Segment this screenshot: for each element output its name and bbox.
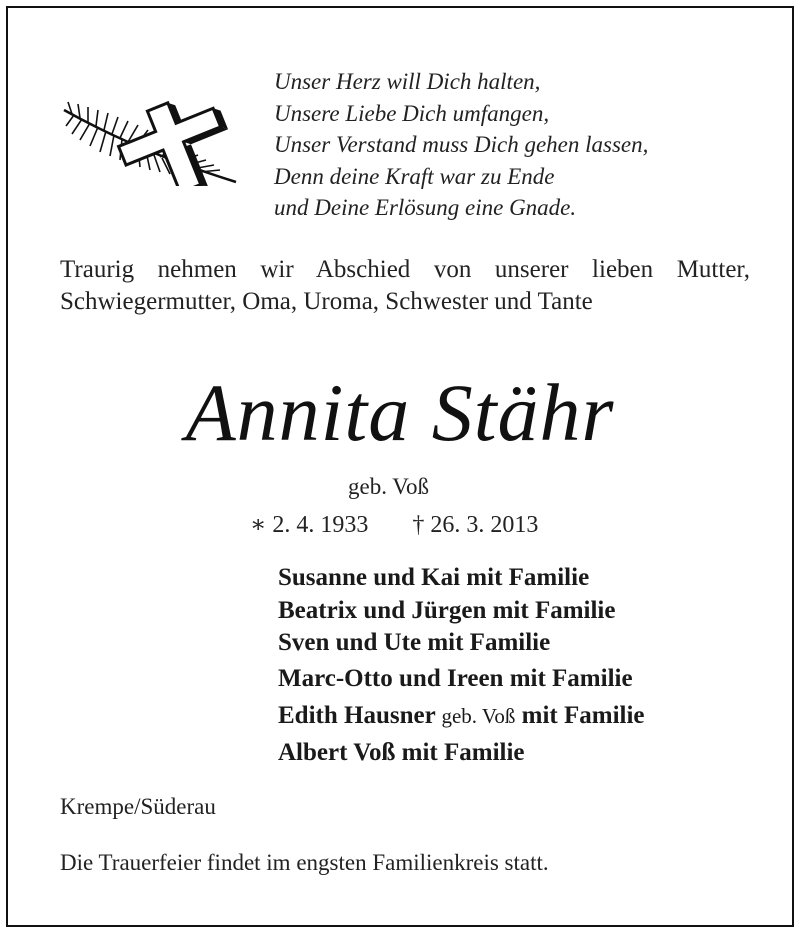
deceased-name: Annita Stähr	[185, 367, 615, 458]
birth-symbol: ∗	[250, 512, 267, 538]
mourner-maiden-name: geb. Voß	[441, 703, 516, 728]
death-date: 26. 3. 2013	[430, 512, 539, 538]
mourner-line	[278, 697, 645, 734]
life-dates	[250, 510, 538, 539]
cross-with-palm-frond-icon	[60, 100, 242, 186]
poem-line: Denn deine Kraft war zu Ende	[274, 163, 555, 189]
mourners-list	[278, 562, 645, 771]
mourner-line: Albert Voß mit Familie	[278, 738, 525, 766]
obituary-notice	[6, 6, 794, 927]
mourner-suffix: mit Familie	[521, 701, 645, 729]
mourner-line: Susanne und Kai mit Familie	[278, 564, 590, 591]
poem-line: Unsere Liebe Dich umfangen,	[274, 100, 550, 126]
poem-line: und Deine Erlösung eine Gnade.	[274, 195, 577, 220]
death-symbol: †	[412, 512, 425, 538]
mourner-line: Marc-Otto und Ireen mit Familie	[278, 664, 633, 692]
mourner-name: Edith Hausner	[278, 701, 436, 729]
place: Krempe/Süderau	[60, 794, 216, 819]
poem-line: Unser Herz will Dich halten,	[274, 69, 541, 94]
funeral-note: Die Trauerfeier findet im engsten Familienkreis statt.	[60, 850, 549, 875]
mourner-line: Sven und Ute mit Familie	[278, 629, 551, 656]
maiden-name: geb. Voß	[348, 474, 429, 499]
poem-line: Unser Verstand muss Dich gehen lassen,	[274, 132, 649, 157]
poem	[274, 66, 774, 224]
intro-text: Traurig nehmen wir Abschied von unserer lieben Mutter, Schwiegermutter, Oma, Uroma, Schwester und Tante	[60, 256, 750, 315]
birth-date: 2. 4. 1933	[272, 512, 369, 538]
mourner-line: Beatrix und Jürgen mit Familie	[278, 596, 616, 624]
